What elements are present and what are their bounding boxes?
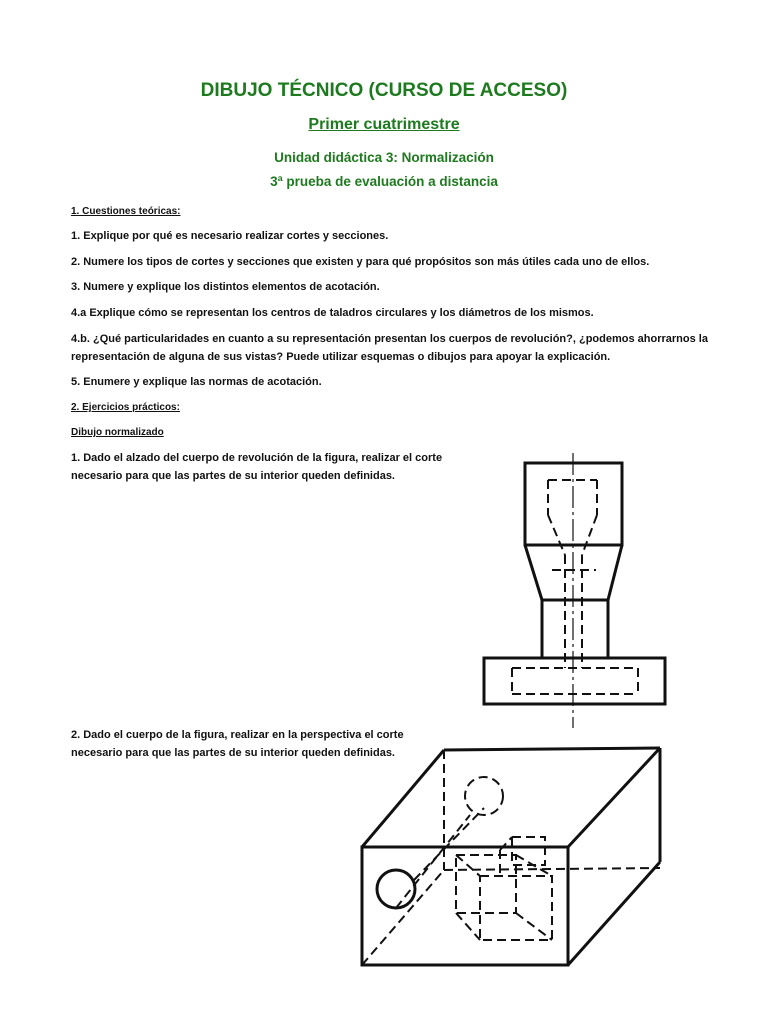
unit-title: Unidad didáctica 3: Normalización — [274, 150, 494, 165]
document-title: DIBUJO TÉCNICO (CURSO DE ACCESO) — [200, 80, 568, 101]
theory-question-4b: 4.b. ¿Qué particularidades en cuanto a su representación presentan los cuerpos de revolución?, ¿podemos ahorrarnos la representación de alguna de sus vistas? Puede utilizar esquemas o dibujos para apoyar la explicación. — [71, 333, 708, 363]
practice-heading: 2. Ejercicios prácticos: — [71, 402, 180, 413]
revolution-body-drawing — [475, 450, 675, 730]
theory-question-1: 1. Explique por qué es necesario realizar cortes y secciones. — [71, 230, 389, 242]
theory-question-4a: 4.a Explique cómo se representan los centros de taladros circulares y los diámetros de los mismos. — [71, 307, 594, 319]
practice-subheading: Dibujo normalizado — [71, 427, 164, 438]
exercise-2-text: 2. Dado el cuerpo de la figura, realizar en la perspectiva el corte necesario para que las partes de su interior queden definidas. — [71, 729, 404, 759]
theory-question-2: 2. Numere los tipos de cortes y secciones que existen y para qué propósitos son más útiles cada uno de ellos. — [71, 256, 650, 268]
theory-question-3: 3. Numere y explique los distintos elementos de acotación. — [71, 281, 380, 293]
exercise-1-text: 1. Dado el alzado del cuerpo de revolución de la figura, realizar el corte necesario para que las partes de su interior queden definidas. — [71, 452, 443, 482]
theory-question-5: 5. Enumere y explique las normas de acotación. — [71, 376, 322, 388]
document-subtitle: Primer cuatrimestre — [308, 116, 460, 133]
test-title: 3ª prueba de evaluación a distancia — [270, 174, 498, 189]
theory-heading: 1. Cuestiones teóricas: — [71, 206, 181, 217]
block-perspective-drawing — [350, 740, 670, 970]
